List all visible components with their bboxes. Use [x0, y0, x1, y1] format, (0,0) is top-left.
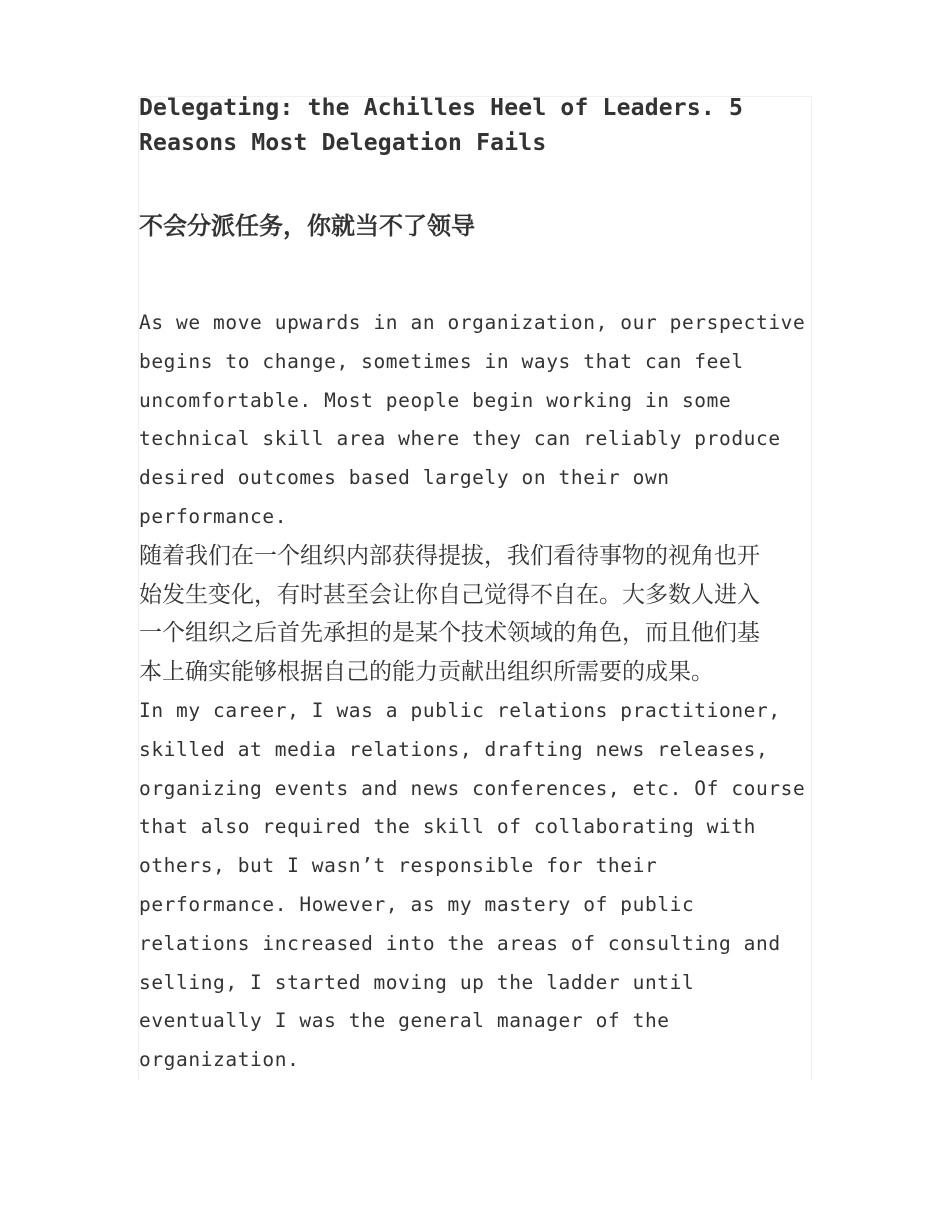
article [139, 91, 829, 1072]
article-title-english: Delegating: the Achilles Heel of Leaders. 5 Reasons Most Delegation Fails [139, 95, 744, 156]
paragraph-english-2: In my career, I was a public relations practitioner, skilled at media relations, drafting news releases, organizing events and news conferences, etc. Of course that also required the skill of collaborating with others, but I wasn’t responsible for their performance. However, as my mastery of public relations increased into the areas of consulting and selling, I started moving up the ladder until eventually I was the general manager of the organization. [139, 698, 806, 1072]
article-body [139, 304, 829, 1080]
paragraph-chinese-1: 随着我们在一个组织内部获得提拔，我们看待事物的视角也开 始发生变化，有时甚至会让你自己觉得不自在。大多数人进入 一个组织之后首先承担的是某个技术领域的角色，而且他们基 本上确实能够根据自己的能力贡献出组织所需要的成果。 [139, 542, 760, 686]
paragraph-english-1: As we move upwards in an organization, our perspective begins to change, sometimes in ways that can feel uncomfortable. Most people begin working in some technical skill area where they can reliably produce desired outcomes based largely on their own performance. [139, 311, 806, 528]
article-title-chinese: 不会分派任务，你就当不了领导 [139, 212, 475, 240]
